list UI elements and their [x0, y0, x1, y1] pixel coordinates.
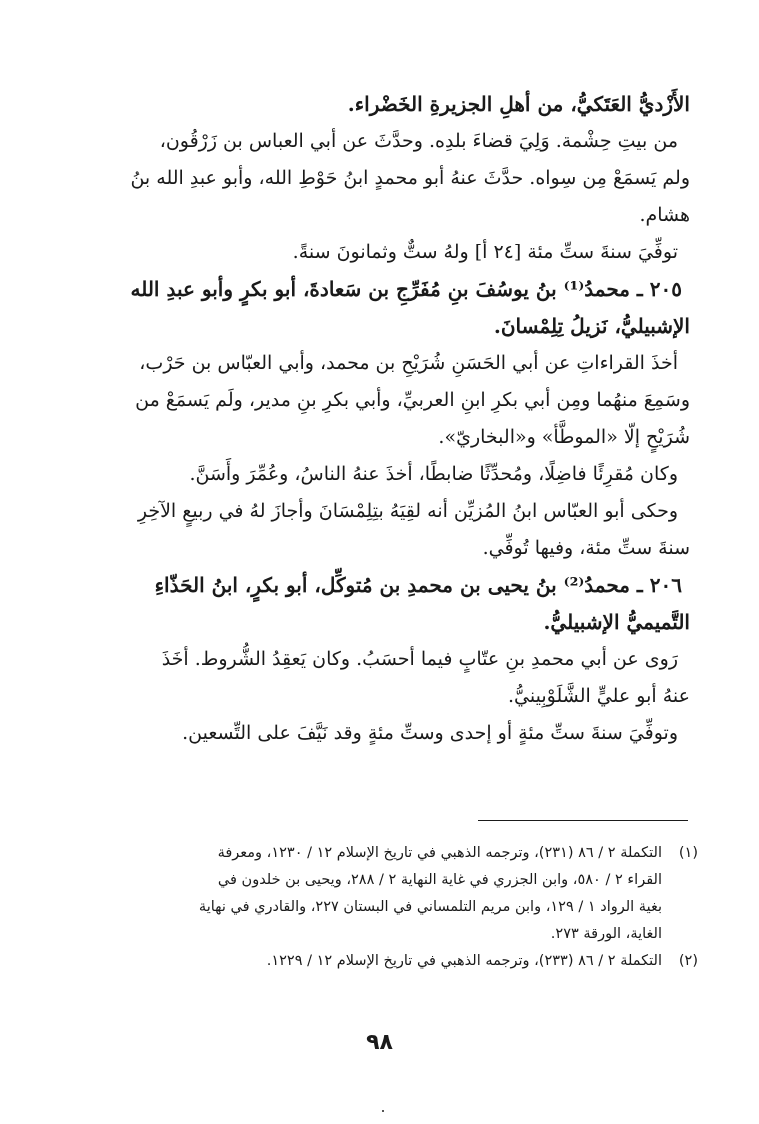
footnote-line: بغية الرواد ١ / ١٢٩، وابن مريم التلمساني في البستان ٢٢٧، والقادري في نهاية: [198, 899, 662, 915]
footnote: [62, 840, 698, 948]
text-line: أخذَ القراءاتِ عن أبي الحَسَنِ شُرَيْحِ بن محمد، وأبي العبّاس بن حَرْب،: [139, 352, 678, 374]
text-line: ٢٠٦ ـ محمدُ⁽²⁾ بنُ يحيى بن محمدِ بن مُتوكِّل، أبو بكرٍ، ابنُ الحَذّاءِ: [154, 573, 682, 597]
text-line: شُرَيْحٍ إلّا «الموطَّأ» و«البخاريّ».: [438, 426, 690, 448]
footnote-number: (١): [678, 845, 698, 861]
text-line: ٢٠٥ ـ محمدُ⁽¹⁾ بنُ يوسُفَ بنِ مُفَرِّجِ بن سَعادةَ، أبو بكرٍ وأبو عبدِ الله: [130, 277, 682, 301]
text-line: من بيتِ حِشْمة. وَلِيَ قضاءَ بلدِه. وحدَّثَ عن أبي العباس بن زَرْقُون،: [159, 130, 678, 152]
text-line: الإشبيليُّ، نَزيلُ تِلِمْسانَ.: [493, 314, 690, 338]
text-line: وكان مُقرِئًا فاضِلًا، ومُحدِّثًا ضابطًا، أخذَ عنهُ الناسُ، وعُمِّرَ وأَسَنَّ.: [189, 463, 678, 485]
footnote: [62, 948, 698, 975]
footnote-text: [62, 948, 662, 975]
text-line: وسَمِعَ منهُما ومِن أبي بكرِ ابنِ العربيِّ، وأبي بكرِ بنِ مدير، ولَم يَسمَعْ من: [135, 389, 690, 411]
scan-speck: [382, 1110, 384, 1112]
footnote-separator: [478, 820, 688, 821]
text-line: وتوفِّيَ سنةَ ستِّ مئةٍ أو إحدى وستِّ مئةٍ وقد نَيَّفَ على التِّسعين.: [182, 722, 678, 744]
text-line: رَوى عن أبي محمدِ بنِ عتّابٍ فيما أحسَبُ. وكان يَعقِدُ الشُّروط. أخَذَ: [161, 648, 678, 670]
text-line: توفِّيَ سنةَ ستِّ مئة [٢٤ أ] ولهُ ستٌّ وثمانونَ سنةً.: [292, 241, 678, 263]
text-line: هشام.: [639, 204, 690, 226]
text-line: وحكى أبو العبّاس ابنُ المُزيِّن أنه لقِيَهُ بتِلِمْسَانَ وأجازَ لهُ في ربيعٍ الآخِرِ: [137, 500, 678, 522]
text-line: سنةَ ستِّ مئة، وفيها تُوفِّي.: [482, 537, 690, 559]
main-text: [70, 86, 690, 752]
text-line: عنهُ أبو عليٍّ الشَّلَوْبِينيُّ.: [508, 685, 690, 707]
footnote-text: [62, 840, 662, 948]
footnote-line: التكملة ٢ / ٨٦ (٢٣٣)، وترجمه الذهبي في تاريخ الإسلام ١٢ / ١٢٢٩.: [266, 953, 662, 969]
page-number: ٩٨: [366, 1030, 393, 1055]
footnote-number: (٢): [678, 953, 698, 969]
text-line: الأَزْديُّ العَتَكيُّ، من أهلِ الجزيرةِ الخَضْراء.: [347, 92, 690, 116]
text-line: التَّميميُّ الإشبيليُّ.: [543, 610, 690, 634]
footnote-line: الغاية، الورقة ٢٧٣.: [550, 926, 662, 942]
text-line: ولم يَسمَعْ مِن سِواه. حدَّثَ عنهُ أبو محمدٍ ابنُ حَوْطِ الله، وأبو عبدِ الله بنُ: [130, 167, 690, 189]
footnote-line: التكملة ٢ / ٨٦ (٢٣١)، وترجمه الذهبي في تاريخ الإسلام ١٢ / ١٢٣٠، ومعرفة: [217, 845, 662, 861]
footnotes: [62, 840, 698, 975]
footnote-line: القراء ٢ / ٥٨٠، وابن الجزري في غاية النهاية ٢ / ٢٨٨، ويحيى بن خلدون في: [217, 872, 662, 888]
